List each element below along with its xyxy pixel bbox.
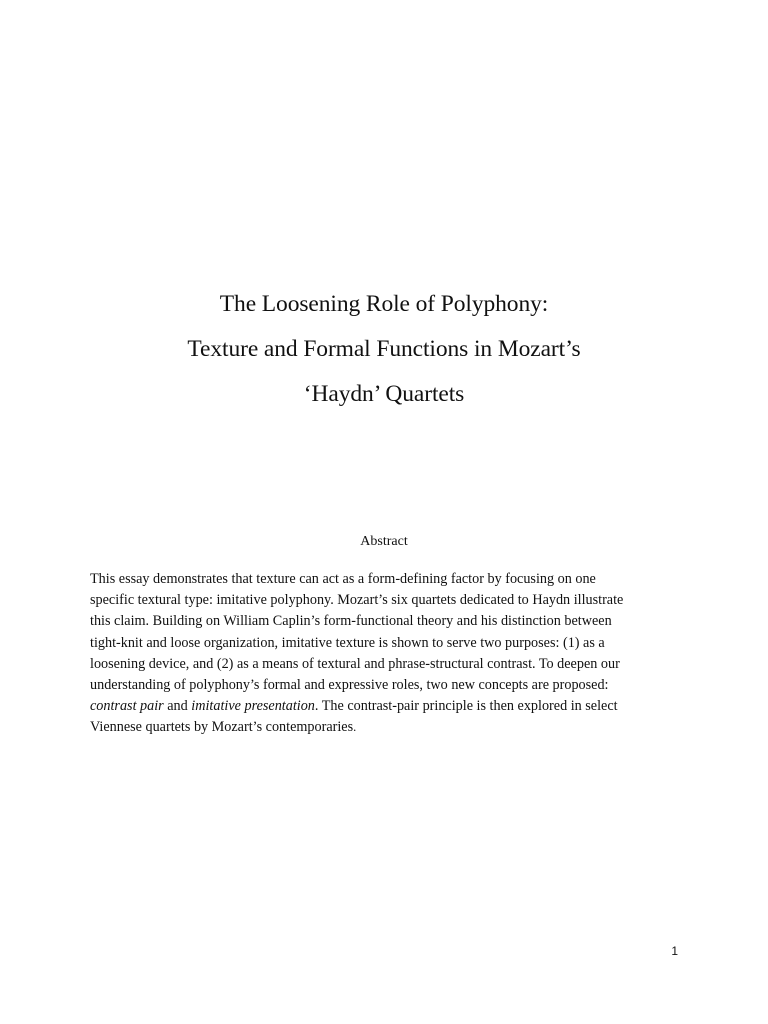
title-block — [0, 282, 768, 417]
term-contrast-pair: contrast pair — [90, 698, 164, 715]
page-number: 1 — [671, 944, 678, 958]
term-imitative-presentation: imitative presentation — [191, 698, 315, 715]
title-line-1: The Loosening Role of Polyphony: — [219, 291, 549, 317]
abstract-line-5: loosening device, and (2) as a means of textural and phrase-structural contrast. To deepen our — [90, 655, 620, 672]
abstract-line-4: tight-knit and loose organization, imitative texture is shown to serve two purposes: (1) as a — [90, 634, 605, 651]
abstract-body — [90, 569, 690, 739]
title-line-3: ‘Haydn’ Quartets — [303, 381, 465, 407]
abstract-line-1: This essay demonstrates that texture can act as a form-defining factor by focusing on one — [90, 571, 596, 587]
abstract-line-7 — [90, 696, 690, 717]
abstract-line-8-period: . — [353, 720, 357, 735]
abstract-line-8 — [90, 717, 690, 738]
title-line-2: Texture and Formal Functions in Mozart’s — [187, 336, 581, 362]
abstract-line-3: this claim. Building on William Caplin’s form-functional theory and his distinction between — [90, 613, 612, 630]
abstract-line-8-text: Viennese quartets by Mozart’s contemporaries — [90, 719, 354, 736]
abstract-line-6: understanding of polyphony’s formal and expressive roles, two new concepts are proposed: — [90, 677, 609, 694]
abstract-heading: Abstract — [360, 534, 408, 549]
abstract-line-7-tail: . The contrast-pair principle is then explored in select — [314, 698, 618, 715]
abstract-line-7-connector: and — [163, 698, 192, 715]
abstract-paragraph — [90, 569, 690, 739]
abstract-line-2: specific textural type: imitative polyphony. Mozart’s six quartets dedicated to Haydn illustrate — [90, 592, 624, 609]
